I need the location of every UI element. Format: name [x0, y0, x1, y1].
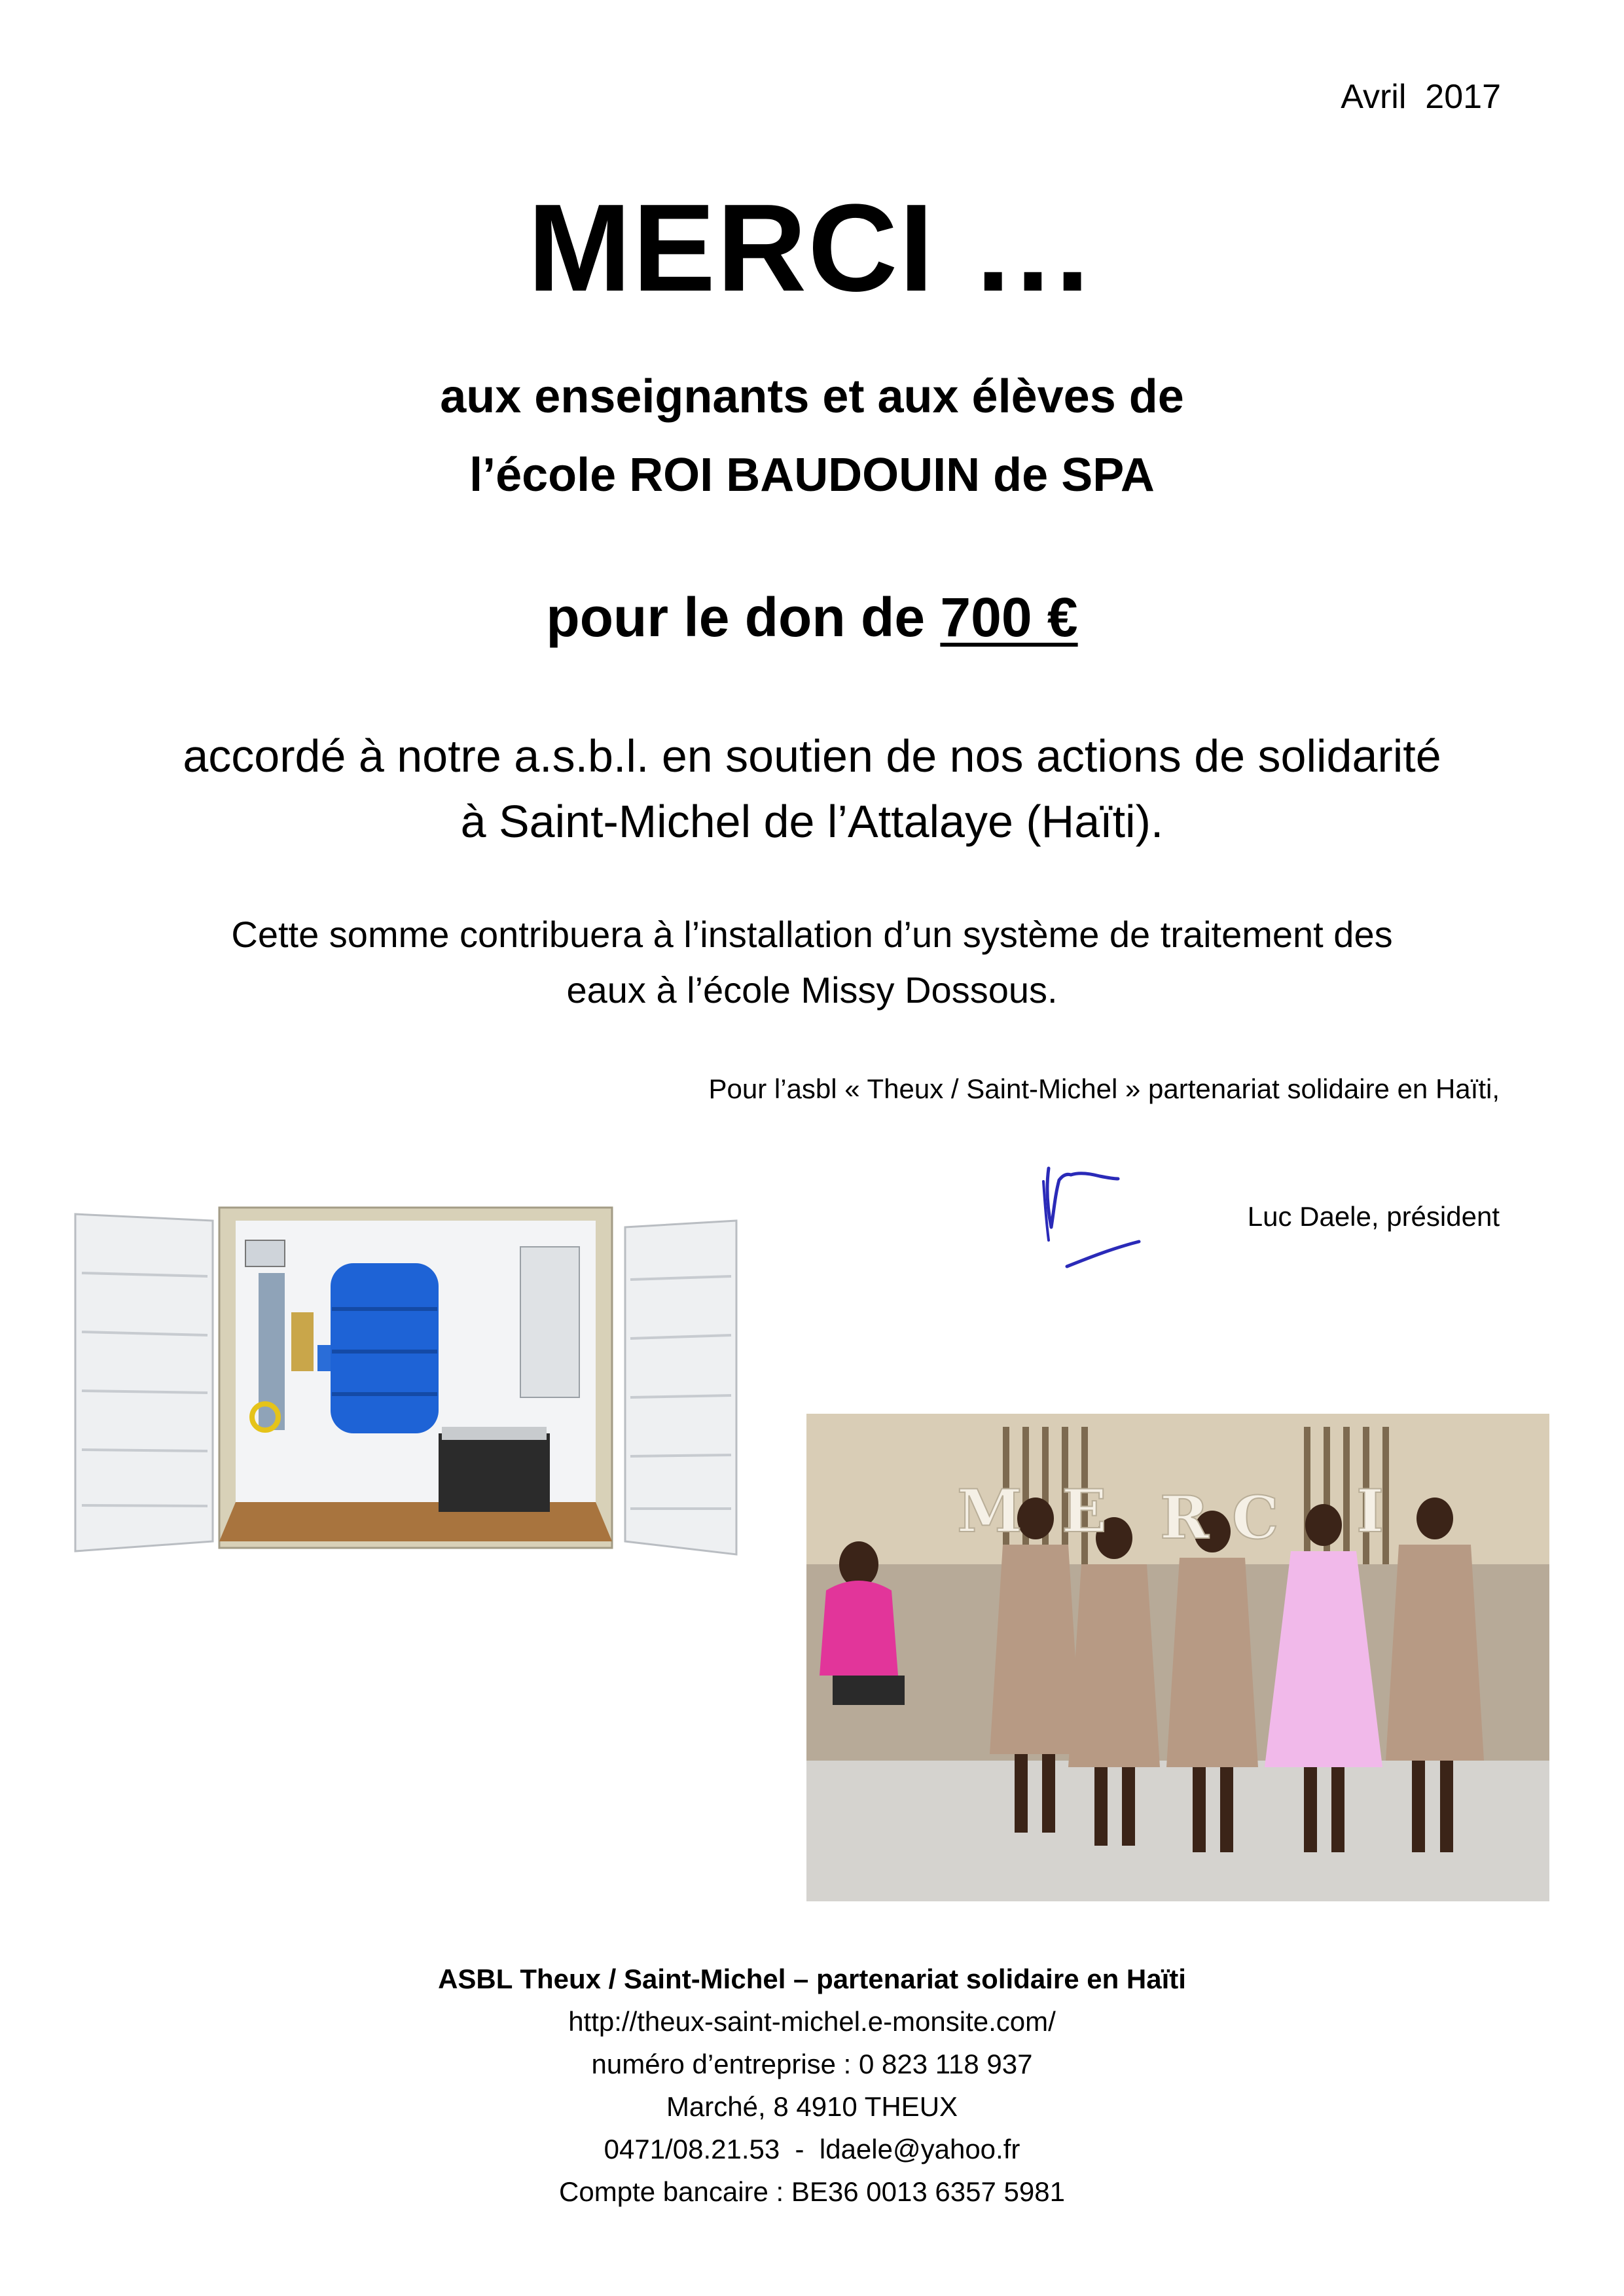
footer-address: Marché, 8 4910 THEUX [666, 2091, 958, 2122]
on-behalf-line: Pour l’asbl « Theux / Saint-Michel » partenariat solidaire en Haïti, [708, 1073, 1500, 1104]
purpose-line-2: à Saint-Michel de l’Attalaye (Haïti). [460, 796, 1164, 847]
letter-e: E [1062, 1477, 1107, 1546]
donation-amount: 700 € [940, 586, 1078, 648]
document-date: Avril 2017 [1341, 78, 1501, 116]
footer-bank-account: Compte bancaire : BE36 0013 6357 5981 [559, 2176, 1065, 2207]
contribution-line-2: eaux à l’école Missy Dossous. [566, 969, 1058, 1011]
children-merci-photo [806, 1414, 1549, 1901]
signatory-name: Luc Daele, président [1247, 1201, 1500, 1232]
footer-company-number: numéro d’entreprise : 0 823 118 937 [591, 2049, 1033, 2079]
purpose-line-1: accordé à notre a.s.b.l. en soutien de nos actions de solidarité [183, 730, 1441, 781]
letter-i: I [1356, 1477, 1384, 1546]
page-title: MERCI … [528, 179, 1096, 317]
letter-r: R [1160, 1483, 1209, 1552]
recipient-line-1: aux enseignants et aux élèves de [440, 370, 1184, 423]
donation-line [0, 586, 1624, 649]
letter-m: M [957, 1477, 1022, 1546]
water-treatment-container-photo [69, 1201, 743, 1568]
footer-contact: 0471/08.21.53 - ldaele@yahoo.fr [604, 2134, 1020, 2164]
footer-website: http://theux-saint-michel.e-monsite.com/ [568, 2006, 1056, 2037]
footer-org-name: ASBL Theux / Saint-Michel – partenariat solidaire en Haïti [438, 1964, 1186, 1994]
letter-c: C [1232, 1483, 1279, 1552]
recipient-line-2: l’école ROI BAUDOUIN de SPA [469, 449, 1155, 501]
signature-image [1008, 1142, 1198, 1273]
donation-prefix: pour le don de [546, 586, 941, 648]
contribution-line-1: Cette somme contribuera à l’installation d’un système de traitement des [231, 914, 1393, 955]
